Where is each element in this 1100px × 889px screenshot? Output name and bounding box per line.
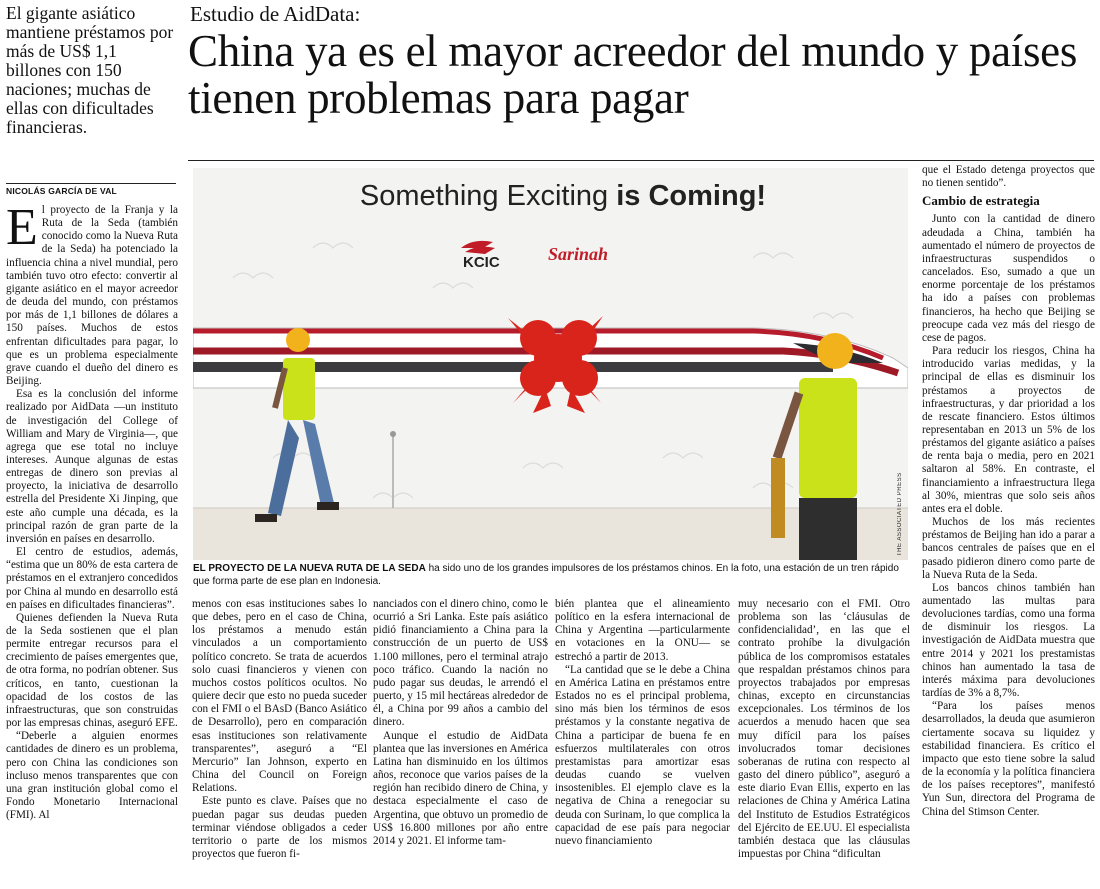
paragraph: El centro de estudios, además, “estima que un 80% de esta cartera de préstamos en el extranjero concedidos por China al mundo en desarrollo está en países en dificultades financieras”. [6, 546, 178, 611]
paragraph: Aunque el estudio de AidData plantea que las inversiones en América Latina han disminuido en los últimos años, reconoce que varios países de la región han recibido dinero de China, y destaca especialmente el caso de Argentina, que obtuvo un promedio de US$ 16.800 millones por año entre 2014 y 2021. El informe tam- [373, 729, 548, 847]
billboard-slogan-bold: is Coming! [616, 180, 767, 212]
paragraph: Esa es la conclusión del informe realizado por AidData —un instituto de investigación del College of William and Mary de Virginia—, que agrega que ese total no incluye intereses. Aunque algunas de estas entregas de dinero son previas al proyecto, la iniciativa de desarrollo estrella del Presidente Xi Jinping, que este año cumple una década, es la principal razón de gran parte de la inversión en países en desarrollo. [6, 388, 178, 545]
article-deck: El gigante asiático mantiene préstamos por más de US$ 1,1 billones con 150 naciones; muchas de ellas con dificultades financieras. [6, 3, 174, 137]
headline-rule [188, 160, 1094, 161]
paragraph: Este punto es clave. Países que no puedan pagar sus deudas pueden terminar viéndose obligados a ceder territorio o parte de los mismos proyectos que fueron fi- [192, 795, 367, 860]
paragraph: que el Estado detenga proyectos que no tienen sentido”. [922, 164, 1095, 190]
column-3 [373, 598, 548, 886]
paragraph: bién plantea que el alineamiento político en la esfera internacional de China y Argentina —particularmente en votaciones en la ONU— se estrechó a partir de 2013. [555, 598, 730, 663]
paragraph: menos con esas instituciones sabes lo que debes, pero en el caso de China, los préstamos a menudo están vinculados a un comportamiento político concreto. Se trata de acuerdos solo cuasi financieros y vienen con muchos costos políticos ocultos. No quiere decir que esto no pueda suceder con el FMI o el BAsD (Banco Asiático de Desarrollo), pero en comparación esas instituciones son relativamente transparentes”, aseguró a “El Mercurio” Ian Johnson, experto en China del Council on Foreign Relations. [192, 598, 367, 795]
kicker: Estudio de AidData: [190, 2, 361, 26]
paragraph: Quienes defienden la Nueva Ruta de la Seda sostienen que el plan permite entregar recursos para el crecimiento de países emergentes que, de otra forma, no podrían obtener. Sus críticos, en tanto, cuestionan la opacidad de los costos de las infraestructuras, que son construidas por las empresas chinas, aseguró EFE. [6, 611, 178, 730]
paragraph-text: l proyecto de la Franja y la Ruta de la Seda (también conocido como la Nueva Ruta de la Seda) ha potenciado la influencia china a nivel mundial, pero también tuvo otro efecto: convertir al gigante asiático en el mayor acreedor de deuda del mundo, con préstamos por más de 1,1 billones de dólares a 150 países. Muchos de estos enfrentan dificultades para pagar, lo que es un problema especialmente grave cuando el dueño del dinero es Beijing. [6, 204, 178, 388]
paragraph [6, 204, 178, 388]
column-2 [192, 598, 367, 886]
paragraph: Muchos de los más recientes préstamos de Beijing han ido a parar a bancos centrales de países que en el pasado pidieron dinero como parte de la Nueva Ruta de la Seda. [922, 516, 1095, 581]
drop-cap: E [6, 204, 38, 256]
column-1 [6, 204, 178, 884]
section-subhead: Cambio de estrategia [922, 193, 1040, 209]
photo-caption [193, 563, 908, 588]
column-4 [555, 598, 730, 886]
column-5 [738, 598, 910, 886]
paragraph: muy necesario con el FMI. Otro problema son las ‘cláusulas de confidencialidad’, en las que el contrato prohíbe la divulgación pública de los compromisos estatales que respaldan préstamos chinos para proyectos trabajados por empresas chinas, excepto en circunstancias excepcionales. Los términos de los acuerdos a menudo hacen que sea muy difícil para los países involucrados tomar decisiones soberanas de rutina con respecto al gasto del dinero público”, aseguró a este diario Evan Ellis, experto en las relaciones de China y América Latina del Instituto de Estudios Estratégicos del Ejército de EE.UU. El especialista también destaca que las cláusulas impuestas por China “dificultan [738, 598, 910, 860]
paragraph: Los bancos chinos también han aumentado las multas para devoluciones tardías, como una forma de disminuir los riesgos. La investigación de AidData muestra que entre 2014 y 2021 los prestamistas chinos han aumentado la tasa de interés máxima para devoluciones tardías de 3% a 8,7%. [922, 581, 1095, 700]
sarinah-logo: Sarinah [548, 244, 609, 264]
caption-text: ha sido uno de los grandes impulsores de los préstamos chinos. En la foto, una estación de un tren rápido que forma parte de ese plan en Indonesia. [193, 563, 899, 587]
paragraph: “Deberle a alguien enormes cantidades de dinero es un problema, pero con China las condiciones son incluso menos transparentes que con una gran institución global como el Fondo Monetario Internacional (FMI). Al [6, 730, 178, 822]
paragraph: “La cantidad que se le debe a China en América Latina en préstamos entre Estados no es el principal problema, sino más bien los términos de esos préstamos y la constante negativa de China a participar de buena fe en esfuerzos multilaterales con otros prestamistas para amortizar esas deudas cuando se vuelven insostenibles. El ejemplo clave es la negativa de China a renegociar su deuda con Surinam, lo que complica la capacidad de ese país para negociar nuevo financiamiento [555, 663, 730, 847]
paragraph: “Para los países menos desarrollados, la deuda que asumieron ciertamente socava su liquidez y estabilidad financiera. Es crítico el impacto que esto tiene sobre la salud de la economía y la política financiera de los países receptores”, manifestó Yun Sun, directora del Programa de China del Stimson Center. [922, 700, 1095, 818]
billboard-slogan [333, 180, 793, 213]
photo-credit: THE ASSOCIATED PRESS [897, 472, 903, 556]
paragraph: Para reducir los riesgos, China ha introducido varias medidas, y la principal de ellas es disminuir los préstamos a proyectos de infraestructuras, y dar prioridad a los de rescate financiero. Estos últimos representaban en 2013 un 5% de los préstamos del gigante asiático a países de renta baja o media, pero en 2021 saltaron al 58%. En contraste, el financiamiento a infraestructura llega al 30%, mientras que solo seis años antes era el doble. [922, 345, 1095, 515]
byline: NICOLÁS GARCÍA DE VAL [6, 183, 176, 196]
photo-illustration [193, 168, 908, 560]
paragraph: Junto con la cantidad de dinero adeudada a China, también ha aumentado el número de proyectos de infraestructuras suspendidos o cancelados. Eso, sumado a que un enorme porcentaje de los préstamos ha ido a países con problemas financieros, ha hecho que Beijing se preocupe cada vez más del riesgo de cese de pagos. [922, 213, 1095, 344]
column-6 [922, 164, 1095, 886]
article-photo [193, 168, 908, 560]
paragraph: nanciados con el dinero chino, como le ocurrió a Sri Lanka. Este país asiático pidió financiamiento a China para la construcción de un puerto de US$ 1.100 millones, pero el terminal atrajo poco tráfico. Cuando la nación no pudo pagar sus deudas, le arrendó el puerto, y 15 mil hectáreas alrededor de él, a China por 99 años a cambio del dinero. [373, 598, 548, 729]
headline: China ya es el mayor acreedor del mundo y países tienen problemas para pagar [188, 26, 1078, 123]
kcic-logo: KCIC [463, 254, 500, 271]
billboard-slogan-regular: Something Exciting [359, 180, 617, 212]
caption-lead: EL PROYECTO DE LA NUEVA RUTA DE LA SEDA [193, 563, 426, 574]
